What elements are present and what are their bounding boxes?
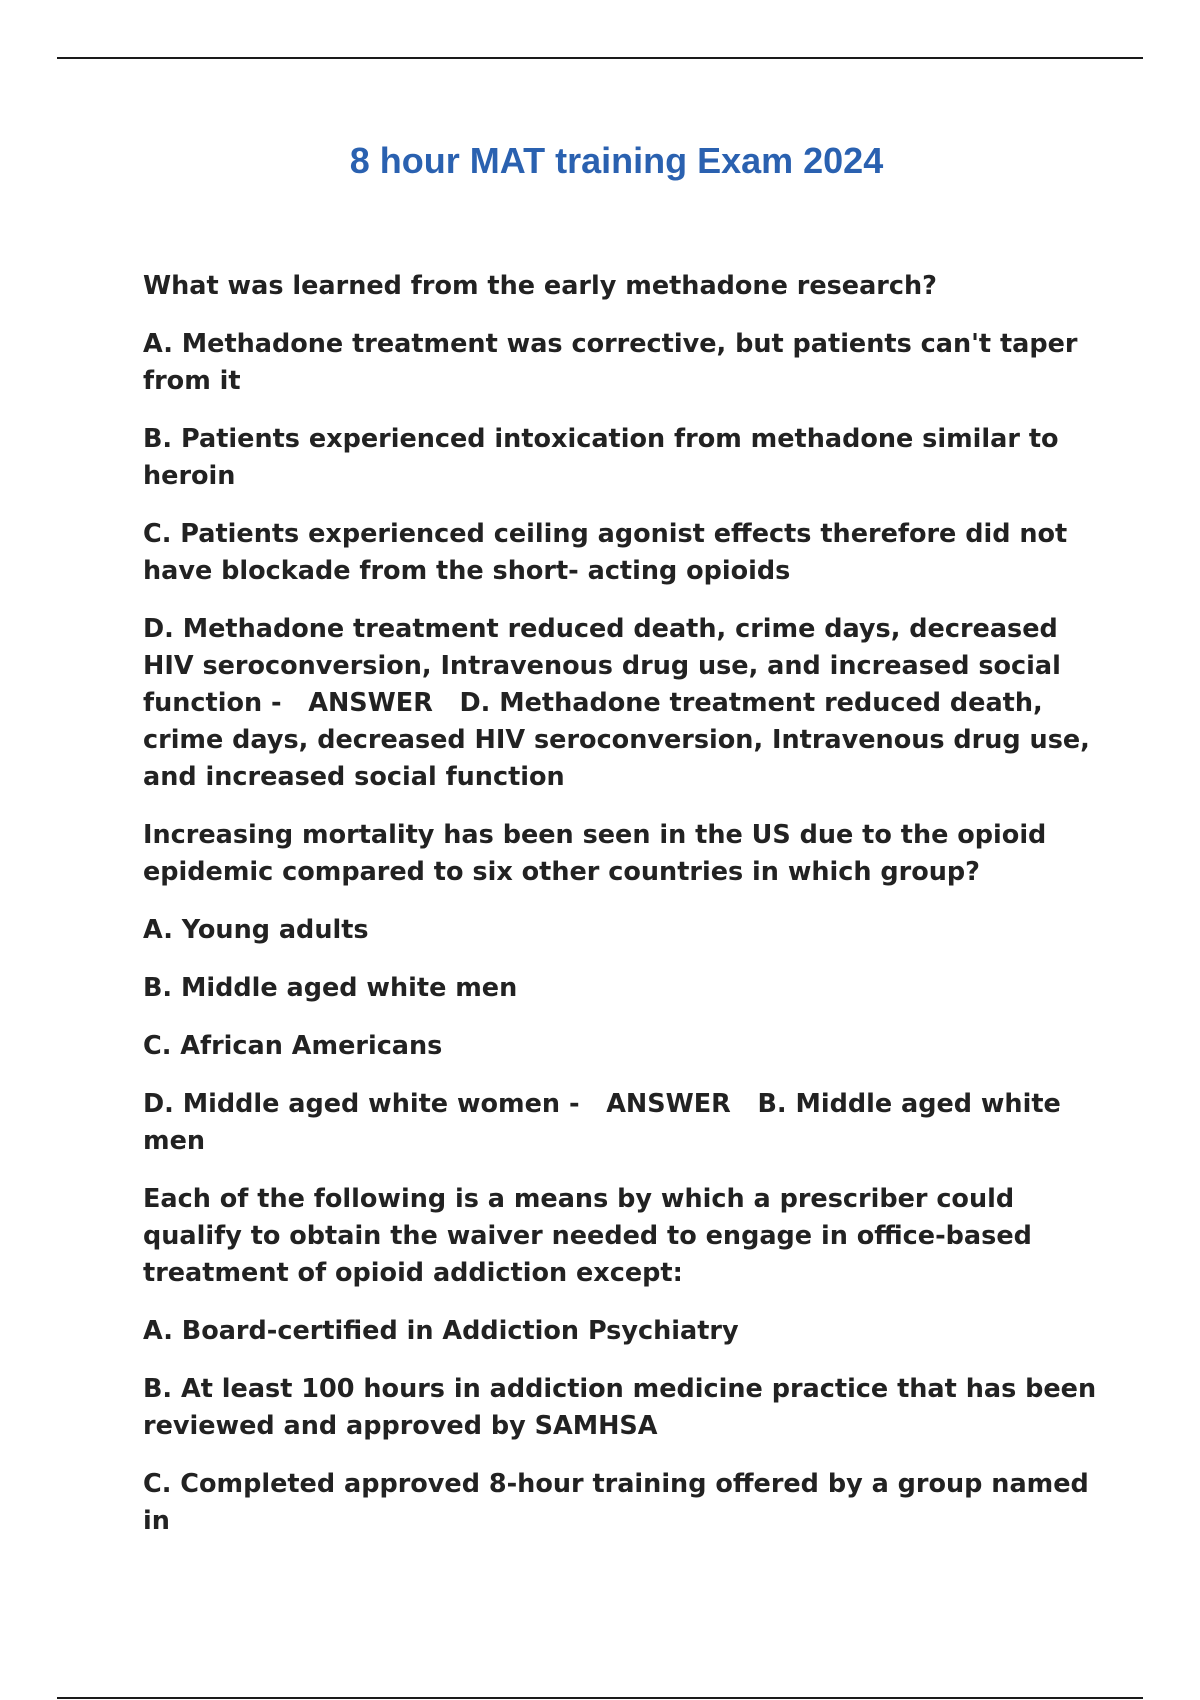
bottom-rule (57, 1697, 1143, 1699)
answer-text: B. Middle aged white men (143, 1089, 1061, 1156)
question-2: Increasing mortality has been seen in the US due to the opioid epidemic compared to six other countries in which group? (143, 820, 1047, 887)
question-1-option-d-with-answer: D. Methadone treatment reduced death, crime days, decreased HIV seroconversion, Intravenous drug use, and increased social function - ANSWER D. Methadone treatment reduced death, crime days, decreased HIV seroconversion, Intravenous drug use, and increased social function (143, 614, 1090, 792)
question-3-option-a: A. Board-certified in Addiction Psychiatry (143, 1316, 739, 1346)
question-2-option-b: B. Middle aged white men (143, 973, 518, 1003)
question-1-option-b: B. Patients experienced intoxication from methadone similar to heroin (143, 424, 1059, 491)
question-2-option-a: A. Young adults (143, 915, 369, 945)
top-rule (57, 57, 1143, 59)
question-2-option-c: C. African Americans (143, 1031, 443, 1061)
question-3-option-c: C. Completed approved 8-hour training offered by a group named in (143, 1469, 1089, 1536)
answer-label: ANSWER (606, 1089, 731, 1119)
question-1-option-a: A. Methadone treatment was corrective, but patients can't taper from it (143, 329, 1078, 396)
answer-text: D. Methadone treatment reduced death, crime days, decreased HIV seroconversion, Intravenous drug use, and increased social function (143, 688, 1090, 792)
answer-label: ANSWER (308, 688, 433, 718)
document-body (143, 268, 1103, 1561)
question-2-option-d-with-answer: D. Middle aged white women - ANSWER B. Middle aged white men (143, 1089, 1061, 1156)
question-3-option-b: B. At least 100 hours in addiction medicine practice that has been reviewed and approved by SAMHSA (143, 1374, 1097, 1441)
question-3: Each of the following is a means by which a prescriber could qualify to obtain the waiver needed to engage in office-based treatment of opioid addiction except: (143, 1184, 1032, 1288)
document-title: 8 hour MAT training Exam 2024 (349, 140, 884, 181)
question-1-option-c: C. Patients experienced ceiling agonist effects therefore did not have blockade from the short- acting opioids (143, 519, 1068, 586)
question-1-option-d: D. Methadone treatment reduced death, crime days, decreased HIV seroconversion, Intravenous drug use, and increased social function (143, 614, 1061, 718)
question-1: What was learned from the early methadone research? (143, 271, 937, 301)
question-2-option-d: D. Middle aged white women (143, 1089, 561, 1119)
